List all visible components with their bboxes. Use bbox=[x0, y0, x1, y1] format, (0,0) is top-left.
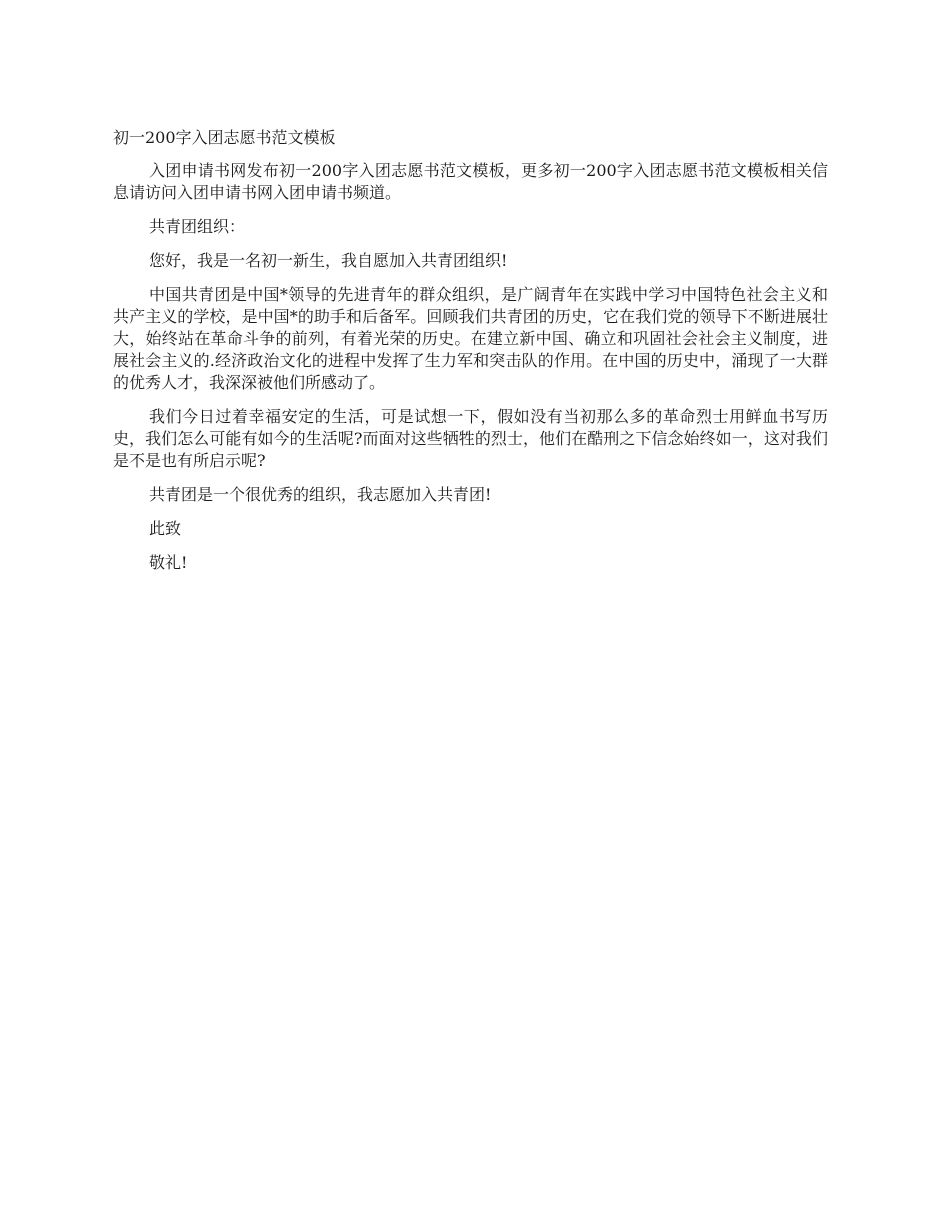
closing-line: 此致 bbox=[149, 519, 182, 538]
body-paragraph: 中国共青团是中国*领导的先进青年的群众组织，是广阔青年在实践中学习中国特色社会主义和共产主义的学校，是中国*的助手和后备军。回顾我们共青团的历史，它在我们党的领导下不断进展壮大，始终站在革命斗争的前列，有着光荣的历史。在建立新中国、确立和巩固社会社会主义制度，进展社会主义的.经济政治文化的进程中发挥了生力军和突击队的作用。在中国的历史中，涌现了一大群的优秀人才，我深深被他们所感动了。 bbox=[113, 285, 828, 392]
intro-paragraph: 入团申请书网发布初一200字入团志愿书范文模板，更多初一200字入团志愿书范文模板相关信息请访问入团申请书网入团申请书频道。 bbox=[113, 161, 828, 202]
closing-salute: 敬礼! bbox=[149, 553, 188, 572]
document-page bbox=[113, 127, 828, 586]
body-paragraph: 共青团是一个很优秀的组织，我志愿加入共青团! bbox=[149, 485, 492, 504]
body-paragraph: 我们今日过着幸福安定的生活，可是试想一下，假如没有当初那么多的革命烈士用鲜血书写历史，我们怎么可能有如今的生活呢?而面对这些牺牲的烈士，他们在酷刑之下信念始终如一，这对我们是不是也有所启示呢? bbox=[113, 407, 828, 470]
document-title: 初一200字入团志愿书范文模板 bbox=[113, 128, 336, 147]
greeting-paragraph: 您好，我是一名初一新生，我自愿加入共青团组织! bbox=[149, 251, 508, 270]
salutation: 共青团组织： bbox=[149, 217, 246, 236]
